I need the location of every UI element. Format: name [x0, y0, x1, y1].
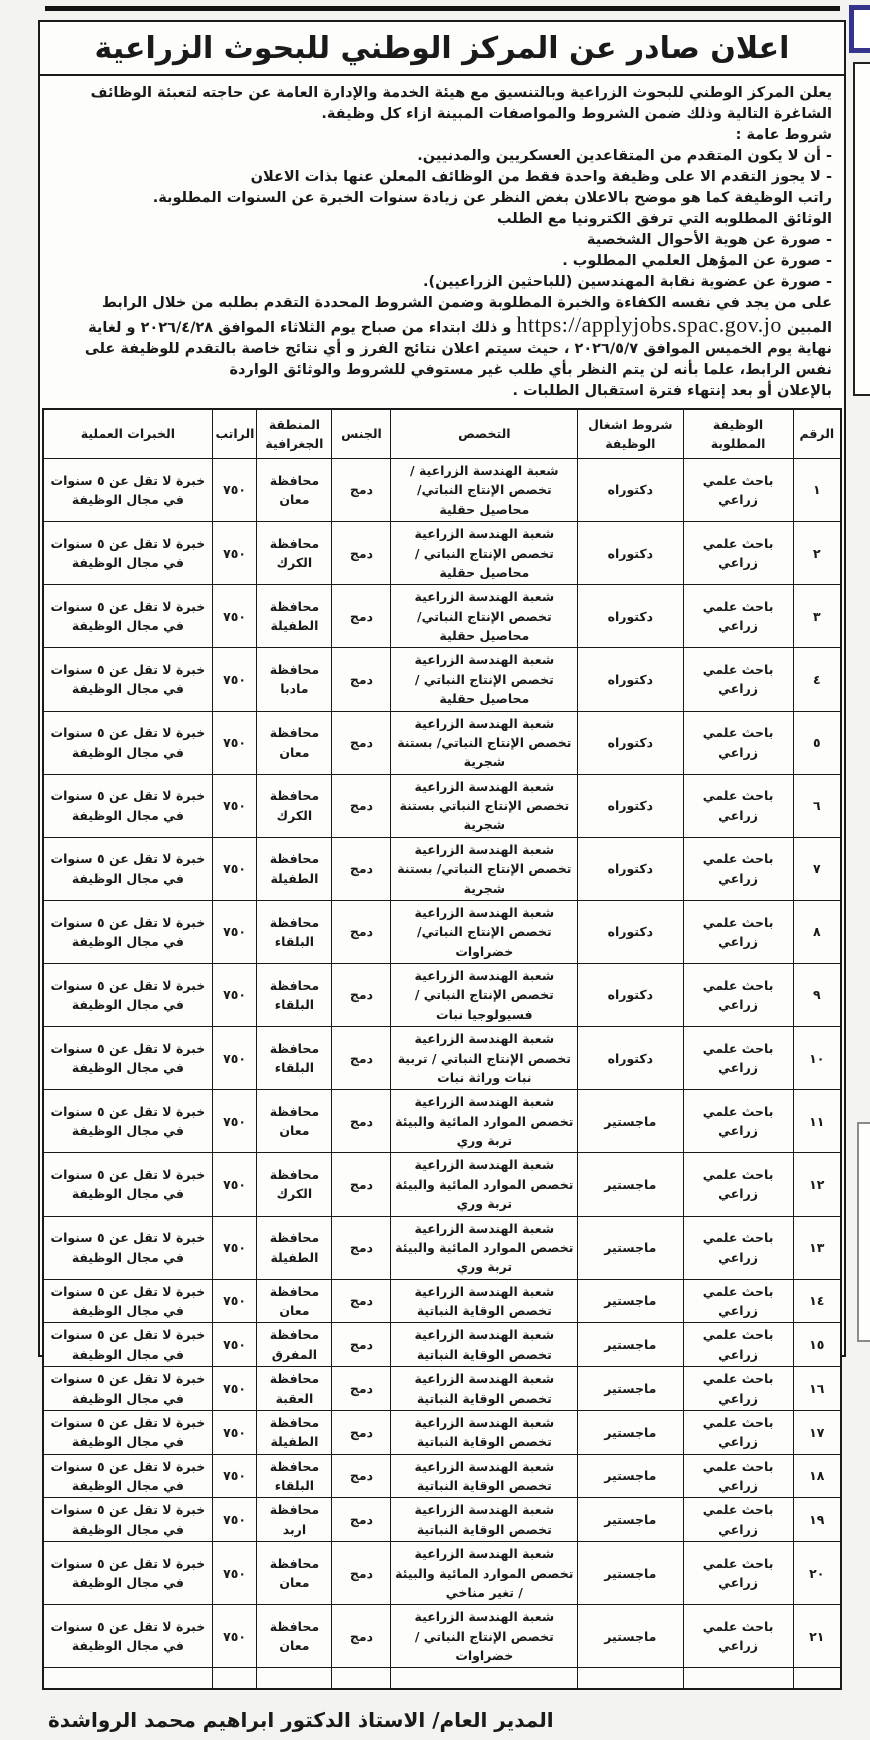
- cell-specialization: شعبة الهندسة الزراعية تخصص الوقاية النباتية: [391, 1279, 578, 1323]
- cell-position: باحث علمي زراعي: [683, 1153, 793, 1216]
- intro-lines: [54, 83, 832, 293]
- cell-number: ١٠: [793, 1027, 841, 1090]
- header-experience: الخبرات العملية: [43, 409, 212, 459]
- cell-position: باحث علمي زراعي: [683, 900, 793, 963]
- cell-position: باحث علمي زراعي: [683, 1323, 793, 1367]
- cell-region: محافظة معان: [257, 1090, 332, 1153]
- cell-region: محافظة الطفيلة: [257, 837, 332, 900]
- cell-qualification: ماجستير: [578, 1410, 683, 1454]
- cell-region: محافظة الطفيلة: [257, 1410, 332, 1454]
- cell-region: محافظة معان: [257, 1605, 332, 1668]
- intro-line: - لا يجوز التقدم الا على وظيفة واحدة فقط من الوظائف المعلن عنها بذات الاعلان: [250, 169, 832, 185]
- intro-line: - صورة عن المؤهل العلمي المطلوب .: [562, 253, 832, 269]
- cell-specialization: شعبة الهندسة الزراعية تخصص الإنتاج النباتي /محاصيل حقلية: [391, 648, 578, 711]
- table-row: [43, 1027, 841, 1090]
- cell-number: ١٨: [793, 1454, 841, 1498]
- cell-number: ١٩: [793, 1498, 841, 1542]
- cell-position: باحث علمي زراعي: [683, 1279, 793, 1323]
- cell-number: ٢١: [793, 1605, 841, 1668]
- cell-specialization: شعبة الهندسة الزراعية تخصص الوقاية النباتية: [391, 1498, 578, 1542]
- cell-salary: ٧٥٠: [212, 1454, 257, 1498]
- table-row: [43, 964, 841, 1027]
- intro-line: - أن لا يكون المتقدم من المتقاعدين العسكريين والمدنيين.: [417, 148, 832, 164]
- application-url-link[interactable]: https://applyjobs.spac.gov.jo: [516, 312, 782, 337]
- cell-position: باحث علمي زراعي: [683, 585, 793, 648]
- cell-qualification: ماجستير: [578, 1542, 683, 1605]
- cell-qualification: ماجستير: [578, 1216, 683, 1279]
- table-row: [43, 774, 841, 837]
- cell-number: ١٧: [793, 1410, 841, 1454]
- cell-number: ٦: [793, 774, 841, 837]
- cell-salary: ٧٥٠: [212, 1153, 257, 1216]
- cell-experience: خبرة لا تقل عن ٥ سنوات في مجال الوظيفة: [43, 1027, 212, 1090]
- cell-qualification: ماجستير: [578, 1323, 683, 1367]
- header-position: الوظيفة المطلوبة: [683, 409, 793, 459]
- cell-specialization: شعبة الهندسة الزراعية تخصص الوقاية النباتية: [391, 1410, 578, 1454]
- cell-position: باحث علمي زراعي: [683, 1498, 793, 1542]
- cell-experience: خبرة لا تقل عن ٥ سنوات في مجال الوظيفة: [43, 837, 212, 900]
- cell-salary: ٧٥٠: [212, 1216, 257, 1279]
- cell-gender: دمج: [332, 1027, 391, 1090]
- cell-gender: دمج: [332, 900, 391, 963]
- header-specialization: التخصص: [391, 409, 578, 459]
- cell-qualification: دكتوراه: [578, 459, 683, 522]
- table-row: [43, 1153, 841, 1216]
- cell-number: ٩: [793, 964, 841, 1027]
- cell-gender: دمج: [332, 1279, 391, 1323]
- announcement-intro: [40, 76, 844, 405]
- cell-specialization: شعبة الهندسة الزراعية تخصص الإنتاج النباتي / تربية نبات وراثة نبات: [391, 1027, 578, 1090]
- cell-specialization: شعبة الهندسة الزراعية تخصص الإنتاج النباتي /خضراوات: [391, 1605, 578, 1668]
- cell-salary: ٧٥٠: [212, 1542, 257, 1605]
- cell-position: باحث علمي زراعي: [683, 1090, 793, 1153]
- cell-region: محافظة معان: [257, 459, 332, 522]
- cell-experience: خبرة لا تقل عن ٥ سنوات في مجال الوظيفة: [43, 1542, 212, 1605]
- jobs-table-body: [43, 459, 841, 1690]
- table-header-row: [43, 409, 841, 459]
- cell-gender: دمج: [332, 1216, 391, 1279]
- cell-specialization: شعبة الهندسة الزراعية تخصص الإنتاج النباتي/ خضراوات: [391, 900, 578, 963]
- cell-number: ٢: [793, 522, 841, 585]
- cell-gender: دمج: [332, 1410, 391, 1454]
- announcement-title: اعلان صادر عن المركز الوطني للبحوث الزراعية: [40, 22, 844, 76]
- cell-salary: ٧٥٠: [212, 459, 257, 522]
- cell-salary: ٧٥٠: [212, 1027, 257, 1090]
- cell-salary: ٧٥٠: [212, 1605, 257, 1668]
- cell-experience: خبرة لا تقل عن ٥ سنوات في مجال الوظيفة: [43, 1216, 212, 1279]
- cell-specialization: شعبة الهندسة الزراعية تخصص الموارد المائية والبيئة / تغير مناخي: [391, 1542, 578, 1605]
- cell-qualification: ماجستير: [578, 1454, 683, 1498]
- cell-experience: خبرة لا تقل عن ٥ سنوات في مجال الوظيفة: [43, 1367, 212, 1411]
- cell-gender: دمج: [332, 837, 391, 900]
- cell-experience: خبرة لا تقل عن ٥ سنوات في مجال الوظيفة: [43, 1605, 212, 1668]
- header-region: المنطقة الجغرافية: [257, 409, 332, 459]
- cell-number: ٣: [793, 585, 841, 648]
- cell-qualification: دكتوراه: [578, 711, 683, 774]
- intro-line: - صورة عن هوية الأحوال الشخصية: [586, 232, 832, 248]
- cell-region: محافظة المفرق: [257, 1323, 332, 1367]
- cell-salary: ٧٥٠: [212, 964, 257, 1027]
- table-row: [43, 837, 841, 900]
- application-text-before: على من يجد في نفسه الكفاءة والخبرة المطلوبة وضمن الشروط المحددة التقدم بطلبه من خلال الرابط المبين: [101, 295, 832, 336]
- application-paragraph: [54, 293, 832, 381]
- vacancies-table: [42, 408, 842, 1690]
- table-row: [43, 1367, 841, 1411]
- cell-specialization: شعبة الهندسة الزراعية تخصص الإنتاج النباتي/ محاصيل حقلية: [391, 585, 578, 648]
- cell-position: باحث علمي زراعي: [683, 1216, 793, 1279]
- table-row-empty: [43, 1668, 841, 1690]
- cell-position: باحث علمي زراعي: [683, 1027, 793, 1090]
- cell-salary: ٧٥٠: [212, 711, 257, 774]
- adjacent-ad-fragment-blue: [849, 5, 870, 53]
- cell-qualification: ماجستير: [578, 1367, 683, 1411]
- cell-qualification: ماجستير: [578, 1605, 683, 1668]
- cell-specialization: شعبة الهندسة الزراعية تخصص الإنتاج النباتي/ بستنة شجرية: [391, 711, 578, 774]
- cell-qualification: دكتوراه: [578, 648, 683, 711]
- table-row: [43, 1605, 841, 1668]
- cell-position: باحث علمي زراعي: [683, 1542, 793, 1605]
- cell-region: محافظة معان: [257, 1279, 332, 1323]
- cell-specialization: شعبة الهندسة الزراعية تخصص الإنتاج النباتي بستنة شجرية: [391, 774, 578, 837]
- cell-experience: خبرة لا تقل عن ٥ سنوات في مجال الوظيفة: [43, 1498, 212, 1542]
- cell-gender: دمج: [332, 1605, 391, 1668]
- cell-region: محافظة الكرك: [257, 522, 332, 585]
- adjacent-ad-fragment-top: [853, 62, 870, 396]
- cell-gender: دمج: [332, 522, 391, 585]
- cell-region: محافظة مادبا: [257, 648, 332, 711]
- cell-specialization: شعبة الهندسة الزراعية تخصص الوقاية النباتية: [391, 1367, 578, 1411]
- cell-gender: دمج: [332, 459, 391, 522]
- table-row: [43, 1454, 841, 1498]
- application-text-after: و ذلك ابتداء من صباح يوم الثلاثاء الموافق ٢٠٢٦/٤/٢٨ و لغاية نهاية يوم الخميس الموافق ٢٠٢٦/٥/٧ ، حيث سيتم اعلان نتائج الفرز و أي نتائج خاصة بالتقدم للوظيفة على نفس الرابط، علما بأنه لن يتم النظر بأي طلب غير مستوفي للشروط والوثائق الواردة: [84, 320, 832, 378]
- table-row: [43, 522, 841, 585]
- cell-qualification: دكتوراه: [578, 774, 683, 837]
- cell-experience: خبرة لا تقل عن ٥ سنوات في مجال الوظيفة: [43, 1090, 212, 1153]
- header-number: الرقم: [793, 409, 841, 459]
- cell-salary: ٧٥٠: [212, 900, 257, 963]
- cell-number: ١٥: [793, 1323, 841, 1367]
- cell-specialization: شعبة الهندسة الزراعية تخصص الوقاية النباتية: [391, 1454, 578, 1498]
- cell-salary: ٧٥٠: [212, 774, 257, 837]
- cell-position: باحث علمي زراعي: [683, 1454, 793, 1498]
- cell-position: باحث علمي زراعي: [683, 1410, 793, 1454]
- cell-region: محافظة البلقاء: [257, 1454, 332, 1498]
- cell-number: ٧: [793, 837, 841, 900]
- cell-gender: دمج: [332, 585, 391, 648]
- cell-specialization: شعبة الهندسة الزراعية تخصص الإنتاج النباتي / فسيولوجيا نبات: [391, 964, 578, 1027]
- cell-salary: ٧٥٠: [212, 1279, 257, 1323]
- cell-position: باحث علمي زراعي: [683, 522, 793, 585]
- cell-region: محافظة الطفيلة: [257, 585, 332, 648]
- cell-experience: خبرة لا تقل عن ٥ سنوات في مجال الوظيفة: [43, 585, 212, 648]
- table-row: [43, 459, 841, 522]
- application-closing-line: بالإعلان أو بعد إنتهاء فترة استقبال الطلبات .: [512, 383, 832, 399]
- cell-position: باحث علمي زراعي: [683, 459, 793, 522]
- cell-experience: خبرة لا تقل عن ٥ سنوات في مجال الوظيفة: [43, 711, 212, 774]
- page-top-rule: [45, 6, 840, 11]
- cell-specialization: شعبة الهندسة الزراعية تخصص الموارد المائية والبيئة تربة وري: [391, 1216, 578, 1279]
- cell-region: محافظة الكرك: [257, 774, 332, 837]
- cell-position: باحث علمي زراعي: [683, 774, 793, 837]
- intro-line: الوثائق المطلوبه التي ترفق الكترونيا مع الطلب: [496, 211, 832, 227]
- cell-salary: ٧٥٠: [212, 1367, 257, 1411]
- cell-qualification: دكتوراه: [578, 585, 683, 648]
- cell-qualification: ماجستير: [578, 1279, 683, 1323]
- cell-gender: دمج: [332, 711, 391, 774]
- table-row: [43, 711, 841, 774]
- table-row: [43, 1410, 841, 1454]
- cell-experience: خبرة لا تقل عن ٥ سنوات في مجال الوظيفة: [43, 1454, 212, 1498]
- cell-gender: دمج: [332, 1454, 391, 1498]
- cell-region: محافظة الكرك: [257, 1153, 332, 1216]
- cell-region: محافظة اربد: [257, 1498, 332, 1542]
- cell-region: محافظة معان: [257, 711, 332, 774]
- cell-region: محافظة البلقاء: [257, 964, 332, 1027]
- intro-line: يعلن المركز الوطني للبحوث الزراعية وبالتنسيق مع هيئة الخدمة والإدارة العامة عن حاجته لتعبئة الوظائف الشاغرة التالية وذلك ضمن الشروط والمواصفات المبينة ازاء كل وظيفة.: [90, 85, 832, 122]
- cell-gender: دمج: [332, 1367, 391, 1411]
- cell-position: باحث علمي زراعي: [683, 1605, 793, 1668]
- cell-salary: ٧٥٠: [212, 1498, 257, 1542]
- table-row: [43, 1323, 841, 1367]
- intro-line: راتب الوظيفة كما هو موضح بالاعلان بغض النظر عن زيادة سنوات الخبرة عن السنوات المطلوبة.: [152, 190, 832, 206]
- cell-experience: خبرة لا تقل عن ٥ سنوات في مجال الوظيفة: [43, 1279, 212, 1323]
- cell-region: محافظة البلقاء: [257, 900, 332, 963]
- cell-number: ٨: [793, 900, 841, 963]
- cell-region: محافظة العقبة: [257, 1367, 332, 1411]
- cell-gender: دمج: [332, 1153, 391, 1216]
- cell-qualification: دكتوراه: [578, 900, 683, 963]
- cell-position: باحث علمي زراعي: [683, 1367, 793, 1411]
- table-row: [43, 1216, 841, 1279]
- cell-salary: ٧٥٠: [212, 837, 257, 900]
- adjacent-ad-fragment-bottom: [857, 1122, 870, 1342]
- table-row: [43, 1498, 841, 1542]
- cell-specialization: شعبة الهندسة الزراعية تخصص الإنتاج النباتي/ بستنة شجرية: [391, 837, 578, 900]
- cell-specialization: شعبة الهندسة الزراعية تخصص الإنتاج النباتي / محاصيل حقلية: [391, 522, 578, 585]
- cell-position: باحث علمي زراعي: [683, 837, 793, 900]
- cell-number: ٥: [793, 711, 841, 774]
- intro-line: شروط عامة :: [735, 127, 832, 143]
- table-row: [43, 1090, 841, 1153]
- cell-experience: خبرة لا تقل عن ٥ سنوات في مجال الوظيفة: [43, 1323, 212, 1367]
- header-gender: الجنس: [332, 409, 391, 459]
- cell-qualification: دكتوراه: [578, 837, 683, 900]
- table-row: [43, 585, 841, 648]
- cell-gender: دمج: [332, 1542, 391, 1605]
- cell-number: ٢٠: [793, 1542, 841, 1605]
- cell-number: ١١: [793, 1090, 841, 1153]
- cell-experience: خبرة لا تقل عن ٥ سنوات في مجال الوظيفة: [43, 1153, 212, 1216]
- cell-qualification: دكتوراه: [578, 964, 683, 1027]
- cell-experience: خبرة لا تقل عن ٥ سنوات في مجال الوظيفة: [43, 648, 212, 711]
- cell-experience: خبرة لا تقل عن ٥ سنوات في مجال الوظيفة: [43, 522, 212, 585]
- cell-region: محافظة معان: [257, 1542, 332, 1605]
- cell-qualification: دكتوراه: [578, 522, 683, 585]
- cell-gender: دمج: [332, 774, 391, 837]
- cell-number: ١٣: [793, 1216, 841, 1279]
- cell-qualification: ماجستير: [578, 1153, 683, 1216]
- cell-specialization: شعبة الهندسة الزراعية تخصص الموارد المائية والبيئة تربة وري: [391, 1090, 578, 1153]
- cell-gender: دمج: [332, 648, 391, 711]
- announcement-box: [38, 20, 846, 1733]
- cell-position: باحث علمي زراعي: [683, 964, 793, 1027]
- cell-experience: خبرة لا تقل عن ٥ سنوات في مجال الوظيفة: [43, 964, 212, 1027]
- cell-region: محافظة الطفيلة: [257, 1216, 332, 1279]
- cell-number: ١٢: [793, 1153, 841, 1216]
- intro-line: - صورة عن عضوية نقابة المهندسين (للباحثين الزراعيين).: [422, 274, 832, 290]
- cell-number: ١٤: [793, 1279, 841, 1323]
- cell-specialization: شعبة الهندسة الزراعية تخصص الوقاية النباتية: [391, 1323, 578, 1367]
- header-salary: الراتب: [212, 409, 257, 459]
- cell-number: ١٦: [793, 1367, 841, 1411]
- cell-salary: ٧٥٠: [212, 1323, 257, 1367]
- cell-gender: دمج: [332, 1090, 391, 1153]
- cell-gender: دمج: [332, 1323, 391, 1367]
- cell-salary: ٧٥٠: [212, 522, 257, 585]
- cell-number: ١: [793, 459, 841, 522]
- cell-number: ٤: [793, 648, 841, 711]
- director-signature: المدير العام/ الاستاذ الدكتور ابراهيم محمد الرواشدة: [48, 1708, 554, 1733]
- cell-salary: ٧٥٠: [212, 585, 257, 648]
- header-qualification: شروط اشغال الوظيفة: [578, 409, 683, 459]
- cell-experience: خبرة لا تقل عن ٥ سنوات في مجال الوظيفة: [43, 1410, 212, 1454]
- table-row: [43, 648, 841, 711]
- table-row: [43, 900, 841, 963]
- cell-specialization: شعبة الهندسة الزراعية / تخصص الإنتاج النباتي/ محاصيل حقلية: [391, 459, 578, 522]
- cell-salary: ٧٥٠: [212, 1410, 257, 1454]
- cell-qualification: ماجستير: [578, 1090, 683, 1153]
- cell-experience: خبرة لا تقل عن ٥ سنوات في مجال الوظيفة: [43, 774, 212, 837]
- cell-salary: ٧٥٠: [212, 1090, 257, 1153]
- cell-salary: ٧٥٠: [212, 648, 257, 711]
- cell-qualification: دكتوراه: [578, 1027, 683, 1090]
- cell-specialization: شعبة الهندسة الزراعية تخصص الموارد المائية والبيئة تربة وري: [391, 1153, 578, 1216]
- cell-region: محافظة البلقاء: [257, 1027, 332, 1090]
- cell-gender: دمج: [332, 964, 391, 1027]
- table-row: [43, 1542, 841, 1605]
- cell-position: باحث علمي زراعي: [683, 648, 793, 711]
- cell-gender: دمج: [332, 1498, 391, 1542]
- cell-position: باحث علمي زراعي: [683, 711, 793, 774]
- table-row: [43, 1279, 841, 1323]
- cell-qualification: ماجستير: [578, 1498, 683, 1542]
- cell-experience: خبرة لا تقل عن ٥ سنوات في مجال الوظيفة: [43, 459, 212, 522]
- cell-experience: خبرة لا تقل عن ٥ سنوات في مجال الوظيفة: [43, 900, 212, 963]
